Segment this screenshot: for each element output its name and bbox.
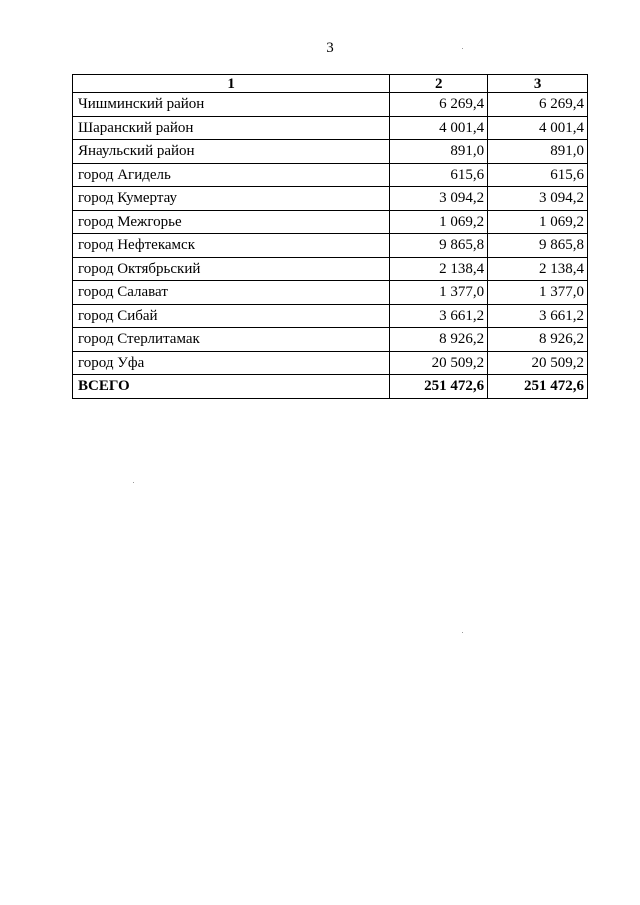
header-row bbox=[73, 75, 588, 93]
table-row bbox=[73, 234, 588, 258]
row-name-cell: город Стерлитамак bbox=[73, 328, 390, 352]
data-table bbox=[72, 74, 588, 399]
row-value-col3: 2 138,4 bbox=[488, 257, 588, 281]
table-row bbox=[73, 257, 588, 281]
row-value-col3: 1 377,0 bbox=[488, 281, 588, 305]
row-name-cell: город Сибай bbox=[73, 304, 390, 328]
row-value-col3: 20 509,2 bbox=[488, 351, 588, 375]
row-value-col3: 8 926,2 bbox=[488, 328, 588, 352]
table-row bbox=[73, 187, 588, 211]
row-value-col3: 6 269,4 bbox=[488, 93, 588, 117]
row-value-col2: 8 926,2 bbox=[390, 328, 488, 352]
row-value-col2: 1 377,0 bbox=[390, 281, 488, 305]
table-row bbox=[73, 140, 588, 164]
row-name-cell: Янаульский район bbox=[73, 140, 390, 164]
table-row bbox=[73, 351, 588, 375]
row-value-col2: 3 094,2 bbox=[390, 187, 488, 211]
row-value-col2: 2 138,4 bbox=[390, 257, 488, 281]
total-value-col3: 251 472,6 bbox=[488, 375, 588, 399]
row-value-col2: 9 865,8 bbox=[390, 234, 488, 258]
table-row bbox=[73, 281, 588, 305]
row-name-cell: Чишминский район bbox=[73, 93, 390, 117]
row-name-cell: город Агидель bbox=[73, 163, 390, 187]
row-name-cell: город Уфа bbox=[73, 351, 390, 375]
table-row bbox=[73, 116, 588, 140]
row-value-col2: 6 269,4 bbox=[390, 93, 488, 117]
row-name-cell: город Межгорье bbox=[73, 210, 390, 234]
table-row bbox=[73, 93, 588, 117]
row-value-col3: 3 094,2 bbox=[488, 187, 588, 211]
table-row bbox=[73, 163, 588, 187]
row-value-col2: 4 001,4 bbox=[390, 116, 488, 140]
page-number: 3 bbox=[326, 40, 334, 56]
row-value-col3: 1 069,2 bbox=[488, 210, 588, 234]
column-header-3: 3 bbox=[488, 75, 588, 93]
column-header-1: 1 bbox=[73, 75, 390, 93]
row-value-col2: 3 661,2 bbox=[390, 304, 488, 328]
row-name-cell: Шаранский район bbox=[73, 116, 390, 140]
table-row bbox=[73, 304, 588, 328]
column-header-2: 2 bbox=[390, 75, 488, 93]
scan-speck bbox=[462, 632, 463, 633]
row-value-col2: 891,0 bbox=[390, 140, 488, 164]
row-name-cell: город Кумертау bbox=[73, 187, 390, 211]
row-value-col3: 9 865,8 bbox=[488, 234, 588, 258]
total-label: ВСЕГО bbox=[73, 375, 390, 399]
table-row bbox=[73, 328, 588, 352]
row-name-cell: город Октябрьский bbox=[73, 257, 390, 281]
row-value-col3: 615,6 bbox=[488, 163, 588, 187]
row-value-col3: 4 001,4 bbox=[488, 116, 588, 140]
row-name-cell: город Салават bbox=[73, 281, 390, 305]
scan-speck bbox=[133, 482, 134, 483]
table-row bbox=[73, 210, 588, 234]
scan-speck bbox=[462, 48, 463, 49]
row-name-cell: город Нефтекамск bbox=[73, 234, 390, 258]
row-value-col3: 891,0 bbox=[488, 140, 588, 164]
total-value-col2: 251 472,6 bbox=[390, 375, 488, 399]
row-value-col2: 615,6 bbox=[390, 163, 488, 187]
total-row bbox=[73, 375, 588, 399]
row-value-col2: 1 069,2 bbox=[390, 210, 488, 234]
row-value-col2: 20 509,2 bbox=[390, 351, 488, 375]
row-value-col3: 3 661,2 bbox=[488, 304, 588, 328]
